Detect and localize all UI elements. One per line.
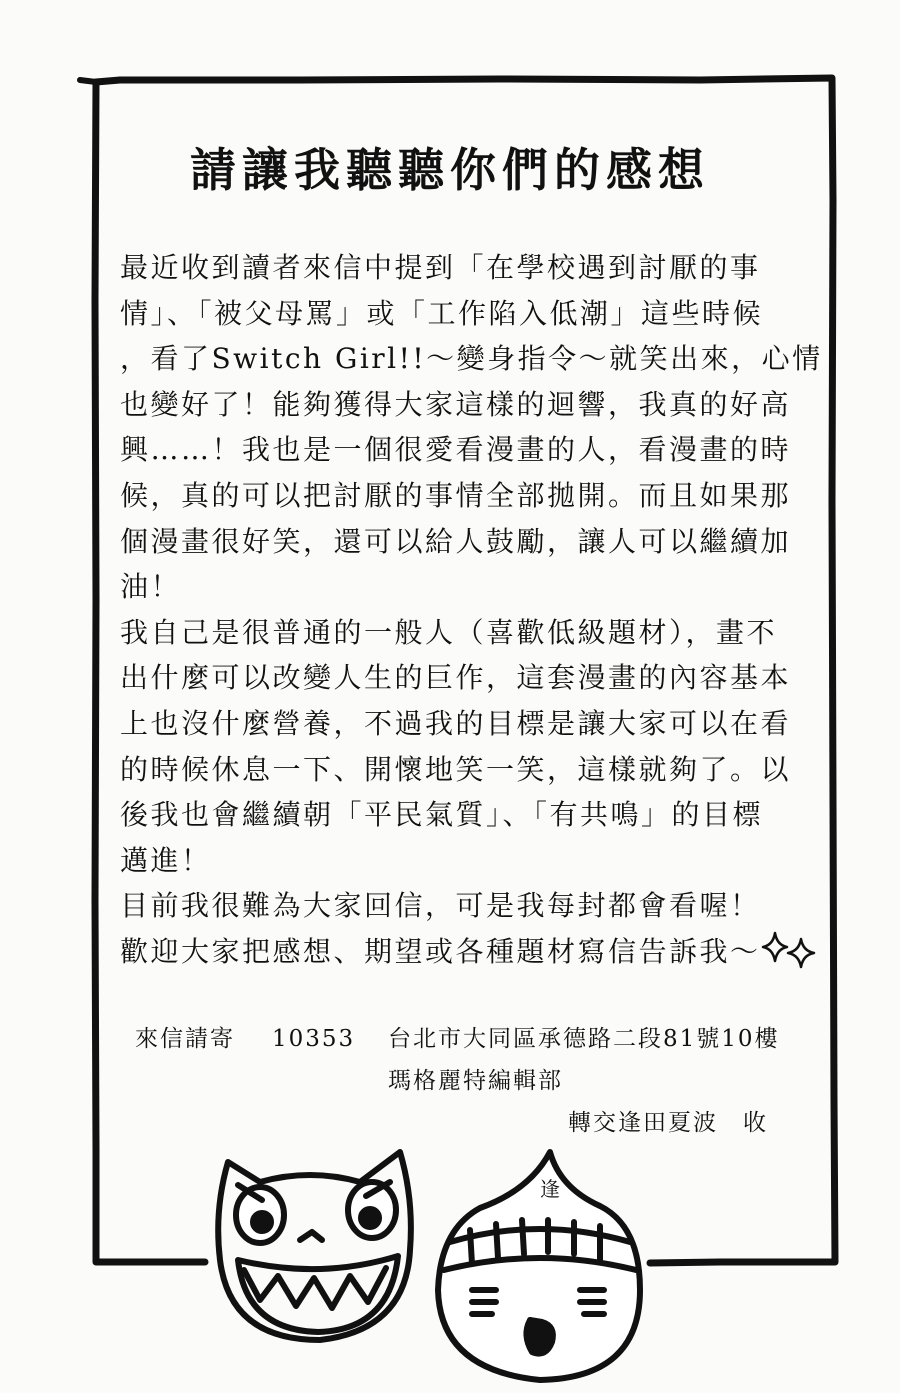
sparkle-icon bbox=[761, 929, 817, 969]
body-line: 上也沒什麼營養，不過我的目標是讓大家可以在看 bbox=[120, 706, 792, 740]
hat-character: 逢 bbox=[540, 1177, 560, 1201]
body-line: 的時候休息一下、開懷地笑一笑，這樣就夠了。以 bbox=[120, 752, 792, 786]
body-line: 最近收到讀者來信中提到「在學校遇到討厭的事 bbox=[120, 251, 761, 284]
address-company: 瑪格麗特編輯部 bbox=[388, 1068, 563, 1094]
body-line: 興……！我也是一個很愛看漫畫的人，看漫畫的時 bbox=[120, 433, 792, 467]
body-line: 也變好了！能夠獲得大家這樣的迴響，我真的好高 bbox=[120, 387, 792, 421]
body-line: 邁進！ bbox=[120, 843, 212, 877]
body-line: 個漫畫很好笑，還可以給人鼓勵，讓人可以繼續加 bbox=[120, 524, 792, 558]
mascot-doodle bbox=[200, 1130, 660, 1393]
address-postcode: 10353 bbox=[272, 1026, 356, 1052]
body-line: 目前我很難為大家回信，可是我每封都會看喔！ bbox=[120, 889, 761, 923]
cat-monster-icon bbox=[218, 1152, 411, 1340]
body-line: 油！ bbox=[120, 570, 182, 604]
body-line bbox=[120, 929, 810, 975]
body-line: 後我也會繼續朝「平民氣質」、「有共鳴」的目標 bbox=[120, 798, 764, 832]
body-line: 我自己是很普通的一般人（喜歡低級題材），畫不 bbox=[120, 615, 778, 649]
address-label: 來信請寄 bbox=[135, 1026, 235, 1052]
page-title: 請讓我聽聽你們的感想 bbox=[190, 143, 710, 197]
body-line: 情」、「被父母罵」或「工作陷入低潮」這些時候 bbox=[120, 296, 764, 330]
body-line: ，看了Switch Girl!!～變身指令～就笑出來，心情 bbox=[120, 342, 823, 376]
body-line: 出什麼可以改變人生的巨作，這套漫畫的內容基本 bbox=[120, 661, 792, 695]
body-line-text: 歡迎大家把感想、期望或各種題材寫信告訴我～ bbox=[120, 934, 761, 968]
onion-girl-icon bbox=[438, 1152, 640, 1380]
address-street: 台北市大同區承德路二段81號10樓 bbox=[388, 1026, 780, 1052]
address-recipient: 轉交逢田夏波 收 bbox=[568, 1110, 768, 1136]
letter-body bbox=[120, 245, 823, 975]
body-line: 候，真的可以把討厭的事情全部拋開。而且如果那 bbox=[120, 478, 792, 512]
